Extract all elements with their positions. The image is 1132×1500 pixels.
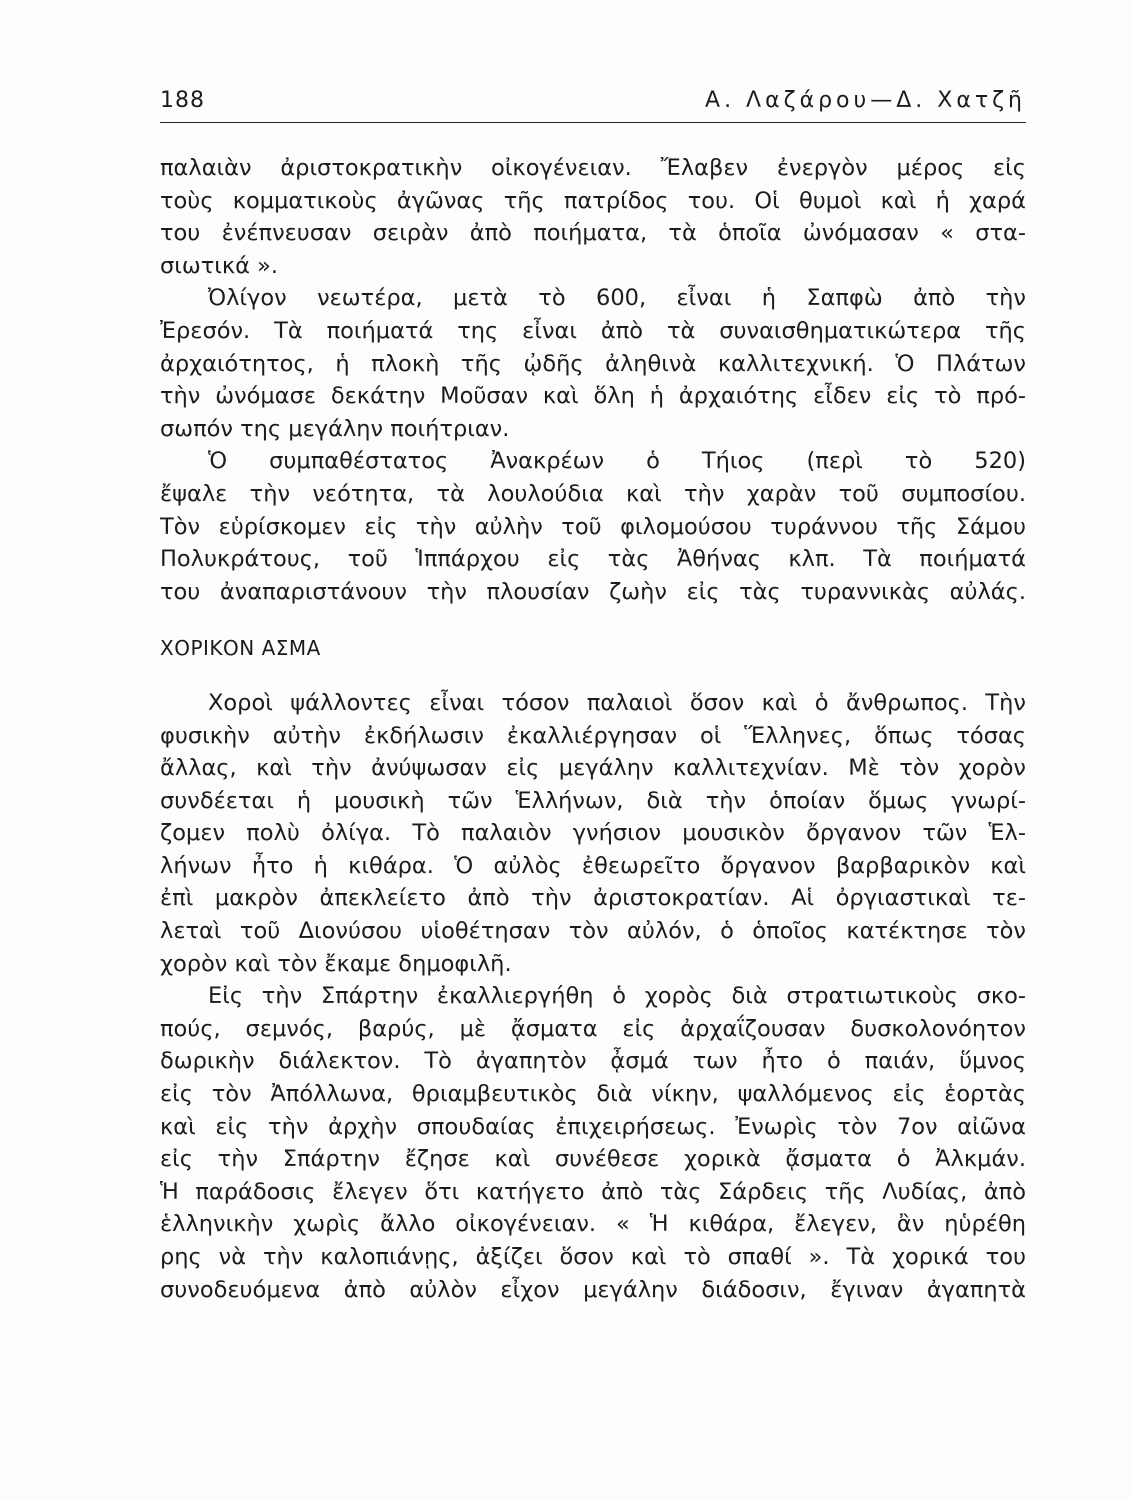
text-line: ἄλλας, καὶ τὴν ἀνύψωσαν εἰς μεγάλην καλλιτεχνίαν. Μὲ τὸν χορὸν (160, 755, 1026, 782)
text-line: συνοδευόμενα ἀπὸ αὐλὸν εἶχον μεγάλην διάδοσιν, ἔγιναν ἀγαπητὰ (160, 1276, 1026, 1303)
page-header (160, 88, 1026, 123)
text-line: του ἐνέπνευσαν σειρὰν ἀπὸ ποιήματα, τὰ ὁποῖα ὠνόμασαν « στα- (160, 220, 1026, 247)
text-line: χορὸν καὶ τὸν ἔκαμε δημοφιλῆ. (160, 950, 512, 977)
text-line: σωπόν της μεγάλην ποιήτριαν. (160, 415, 510, 442)
running-head: Α. Λαζάρου—Δ. Χατζῆ (705, 88, 1026, 113)
text-line: εἰς τὸν Ἀπόλλωνα, θριαμβευτικὸς διὰ νίκην, ψαλλόμενος εἰς ἑορτὰς (160, 1081, 1026, 1108)
text-line: τοὺς κομματικοὺς ἀγῶνας τῆς πατρίδος του. Οἱ θυμοὶ καὶ ἡ χαρά (160, 187, 1026, 214)
page-number: 188 (160, 88, 205, 113)
text-line: Ὁ συμπαθέστατος Ἀνακρέων ὁ Τήιος (περὶ τὸ 520) (208, 448, 1026, 475)
section-heading: ΧΟΡΙΚΟΝ ΑΣΜΑ (160, 636, 321, 661)
text-line: λεταὶ τοῦ Διονύσου υἱοθέτησαν τὸν αὐλόν, ὁ ὁποῖος κατέκτησε τὸν (160, 918, 1026, 945)
text-line: συνδέεται ἡ μουσικὴ τῶν Ἑλλήνων, διὰ τὴν ὁποίαν ὅμως γνωρί- (160, 787, 1026, 814)
text-line: τὴν ὠνόμασε δεκάτην Μοῦσαν καὶ ὅλη ἡ ἀρχαιότης εἶδεν εἰς τὸ πρό- (160, 383, 1026, 410)
paragraph-1 (160, 152, 1026, 282)
text-line: ρης νὰ τὴν καλοπιάνῃς, ἀξίζει ὅσον καὶ τὸ σπαθί ». Τὰ χορικά του (160, 1244, 1026, 1270)
paragraph-5 (160, 980, 1026, 1306)
text-line: Ἡ παράδοσις ἔλεγεν ὅτι κατήγετο ἀπὸ τὰς Σάρδεις τῆς Λυδίας, ἀπὸ (160, 1178, 1026, 1205)
page-body (160, 152, 1026, 1306)
text-line: Χοροὶ ψάλλοντες εἶναι τόσον παλαιοὶ ὅσον καὶ ὁ ἄνθρωπος. Τὴν (208, 689, 1026, 716)
text-line: του ἀναπαριστάνουν τὴν πλουσίαν ζωὴν εἰς τὰς τυραννικὰς αὐλάς. (160, 578, 1026, 605)
text-line: Ἐρεσόν. Τὰ ποιήματά της εἶναι ἀπὸ τὰ συναισθηματικώτερα τῆς (160, 317, 1026, 344)
heading-spacer (160, 665, 1026, 687)
text-line: ἐπὶ μακρὸν ἀπεκλείετο ἀπὸ τὴν ἀριστοκρατίαν. Αἱ ὀργιαστικαὶ τε- (160, 885, 1026, 912)
text-line: Εἰς τὴν Σπάρτην ἐκαλλιεργήθη ὁ χορὸς διὰ στρατιωτικοὺς σκο- (208, 983, 1026, 1010)
text-line: Πολυκράτους, τοῦ Ἱππάρχου εἰς τὰς Ἀθήνας κλπ. Τὰ ποιήματά (160, 546, 1026, 573)
text-line: λήνων ἦτο ἡ κιθάρα. Ὁ αὐλὸς ἐθεωρεῖτο ὄργανον βαρβαρικὸν καὶ (160, 852, 1026, 879)
text-line: δωρικὴν διάλεκτον. Τὸ ἀγαπητὸν ᾆσμά των ἦτο ὁ παιάν, ὕμνος (160, 1048, 1026, 1075)
section-spacer (160, 608, 1026, 632)
text-line: ζομεν πολὺ ὀλίγα. Τὸ παλαιὸν γνήσιον μουσικὸν ὄργανον τῶν Ἑλ- (160, 820, 1026, 847)
paragraph-4 (160, 687, 1026, 980)
text-line: καὶ εἰς τὴν ἀρχὴν σπουδαίας ἐπιχειρήσεως. Ἐνωρὶς τὸν 7ον αἰῶνα (160, 1113, 1026, 1140)
text-line: σιωτικά ». (160, 252, 279, 279)
text-line: ἔψαλε τὴν νεότητα, τὰ λουλούδια καὶ τὴν χαρὰν τοῦ συμποσίου. (160, 480, 1026, 507)
text-line: ἑλληνικὴν χωρὶς ἄλλο οἰκογένειαν. « Ἡ κιθάρα, ἔλεγεν, ἂν ηὑρέθη (160, 1211, 1026, 1238)
paragraph-3 (160, 445, 1026, 608)
text-line: Τὸν εὑρίσκομεν εἰς τὴν αὐλὴν τοῦ φιλομούσου τυράννου τῆς Σάμου (160, 513, 1026, 540)
text-line: παλαιὰν ἀριστοκρατικὴν οἰκογένειαν. Ἔλαβεν ἐνεργὸν μέρος εἰς (160, 155, 1026, 181)
paragraph-2 (160, 282, 1026, 445)
text-line: πούς, σεμνός, βαρύς, μὲ ᾄσματα εἰς ἀρχαΐζουσαν δυσκολονόητον (160, 1015, 1026, 1042)
text-line: Ὀλίγον νεωτέρα, μετὰ τὸ 600, εἶναι ἡ Σαπφὼ ἀπὸ τὴν (208, 285, 1026, 312)
text-line: εἰς τὴν Σπάρτην ἔζησε καὶ συνέθεσε χορικὰ ᾄσματα ὁ Ἀλκμάν. (160, 1146, 1026, 1173)
text-line: ἀρχαιότητος, ἡ πλοκὴ τῆς ᾠδῆς ἀληθινὰ καλλιτεχνική. Ὁ Πλάτων (160, 350, 1026, 377)
text-line: φυσικὴν αὐτὴν ἐκδήλωσιν ἐκαλλιέργησαν οἱ Ἕλληνες, ὅπως τόσας (160, 722, 1026, 749)
